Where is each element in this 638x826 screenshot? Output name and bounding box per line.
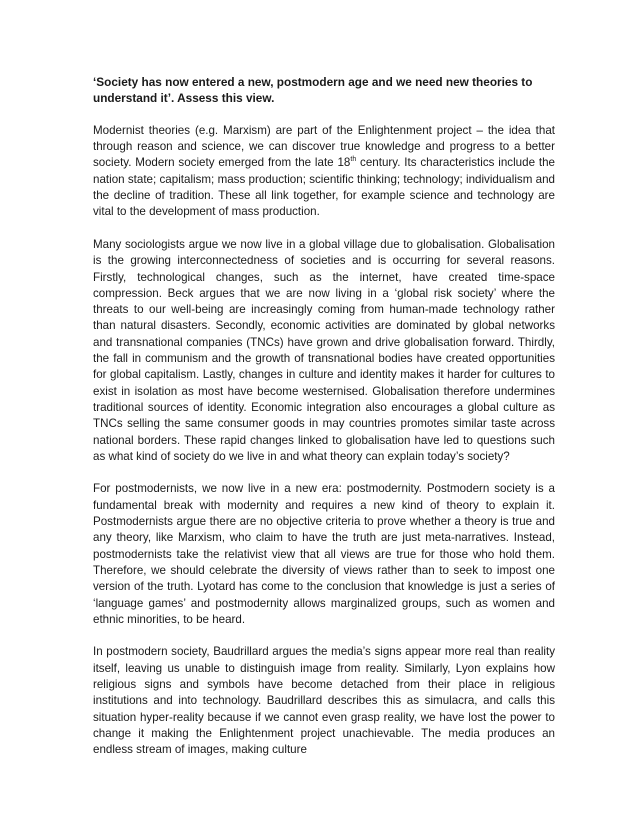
paragraph-modernity-text-b: century. Its characteristics include the nation state; capitalism; mass production; scientific thinking; technology; individualism and the decline of tradition. These all link together, for example science and technology are vital to the development of mass production. — [93, 156, 555, 219]
paragraph-globalisation: Many sociologists argue we now live in a global village due to globalisation. Globalisation is the growing interconnectedness of societies and is occurring for several reasons. Firstly, technological changes, such as the internet, have created time-space compression. Beck argues that we are now living in a ‘global risk society’ where the threats to our well-being are increasingly coming from human-made technology rather than natural disasters. Secondly, economic activities are dominated by global networks and transnational companies (TNCs) have grown and drive globalisation forward. Thirdly, the fall in communism and the growth of transnational bodies have created opportunities for global capitalism. Lastly, changes in culture and identity makes it harder for cultures to exist in isolation as most have become westernised. Globalisation therefore undermines traditional sources of identity. Economic integration also encourages a global culture as TNCs selling the same consumer goods in may countries promotes similar taste across national borders. These rapid changes linked to globalisation have led to questions such as what kind of society do we live in and what theory can explain today’s society? — [93, 237, 555, 463]
paragraph-modernity — [93, 123, 555, 221]
paragraph-hyper-reality: In postmodern society, Baudrillard argues the media’s signs appear more real than reality itself, leaving us unable to distinguish image from reality. Similarly, Lyon explains how religious signs and symbols have become detached from their place in religious institutions and into technology. Baudrillard describes this as simulacra, and calls this situation hyper-reality because if we cannot even grasp reality, we have lost the power to change it making the Enlightenment project unachievable. The media produces an endless stream of images, making culture — [93, 645, 555, 757]
ordinal-suffix: th — [350, 156, 357, 164]
paragraph-postmodernity: For postmodernists, we now live in a new era: postmodernity. Postmodern society is a fundamental break with modernity and requires a new kind of theory to explain it. Postmodernists argue there are no objective criteria to prove whether a theory is true and any theory, like Marxism, who claim to have the truth are just meta-narratives. Instead, postmodernists take the relativist view that all views are true for those who hold them. Therefore, we should celebrate the diversity of views rather than to seek to impost one version of the truth. Lyotard has come to the conclusion that knowledge is just a series of ‘language games’ and postmodernity allows marginalized groups, such as women and ethnic minorities, to be heard. — [93, 482, 555, 626]
essay-title: ‘Society has now entered a new, postmodern age and we need new theories to understand it’. Assess this view. — [93, 75, 533, 106]
paragraph-modernity-text-a: Modernist theories (e.g. Marxism) are part of the Enlightenment project – the idea that through reason and science, we can discover true knowledge and progress to a better society. Modern society emerged from the late 18 — [93, 123, 555, 170]
document-page — [93, 74, 555, 775]
